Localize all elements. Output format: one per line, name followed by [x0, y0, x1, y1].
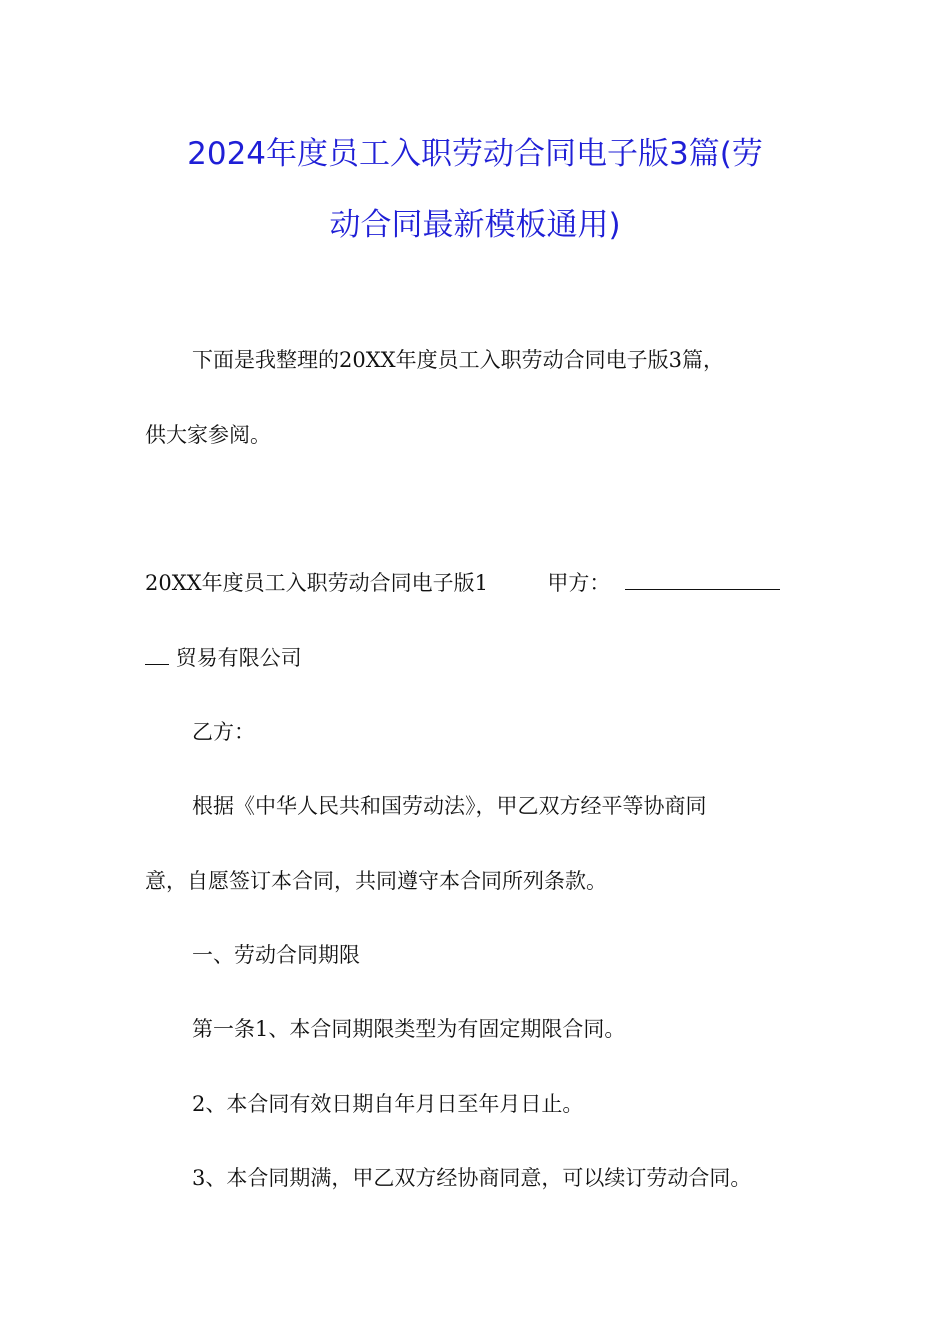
intro-line-2: 供大家参阅。: [145, 423, 271, 447]
contract-heading: 20XX年度员工入职劳动合同电子版1: [145, 571, 488, 595]
party-a-company: 贸易有限公司: [175, 646, 302, 670]
party-a-label: 甲方：: [547, 571, 611, 595]
party-a-company-row: [145, 643, 302, 673]
party-a-blank: [625, 571, 780, 590]
party-a-company-blank: [145, 646, 169, 665]
party-b-label: 乙方：: [192, 720, 255, 744]
contract-heading-row: [145, 568, 780, 598]
clause-1: 第一条1、本合同期限类型为有固定期限合同。: [192, 1017, 626, 1041]
section-1-title: 一、劳动合同期限: [192, 943, 360, 967]
clause-2: 2、本合同有效日期自年月日至年月日止。: [192, 1092, 584, 1116]
intro-line-1: 下面是我整理的20XX年度员工入职劳动合同电子版3篇，: [192, 348, 724, 372]
clause-3: 3、本合同期满，甲乙双方经协商同意，可以续订劳动合同。: [192, 1166, 752, 1190]
document-title-line-2: 动合同最新模板通用): [329, 207, 621, 243]
document-title-line-1: 2024年度员工入职劳动合同电子版3篇(劳: [187, 136, 763, 172]
preamble-line-2: 意，自愿签订本合同，共同遵守本合同所列条款。: [145, 869, 607, 893]
preamble-line-1: 根据《中华人民共和国劳动法》，甲乙双方经平等协商同: [192, 794, 707, 818]
